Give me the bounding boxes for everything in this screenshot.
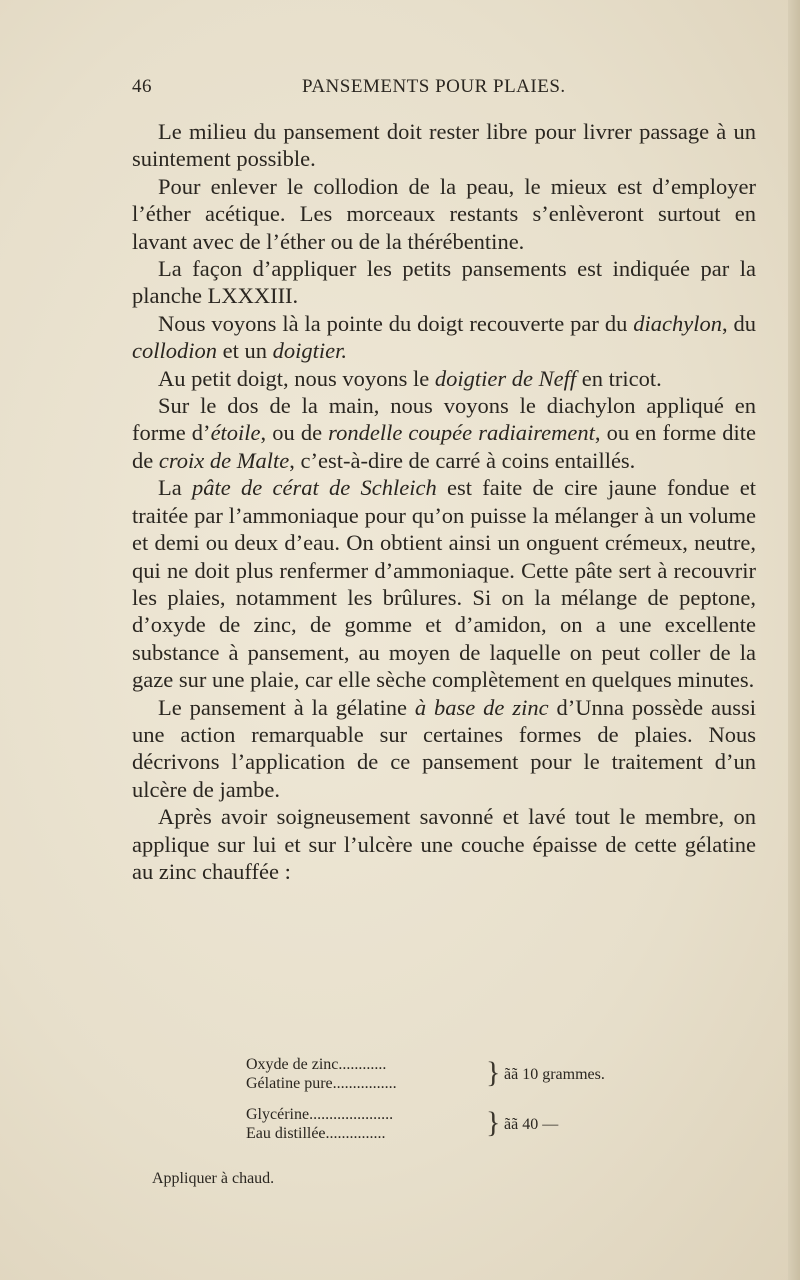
italic-run: doigtier de Neff xyxy=(434,365,577,391)
paragraph xyxy=(132,310,756,365)
formula-brace: } xyxy=(486,1056,501,1089)
italic-run: collodion xyxy=(132,338,217,364)
formula-quantity: ãã 10 grammes. xyxy=(504,1066,605,1083)
paragraph xyxy=(132,173,756,255)
text-run: Le pansement à la gélatine xyxy=(158,694,415,720)
text-run: , ou en forme dite de xyxy=(132,420,757,473)
page-edge xyxy=(788,0,800,1280)
text-run: et un xyxy=(217,338,273,364)
text-run: , c’est-à-dire de carré à coins entaillés. xyxy=(289,447,636,473)
text-run: d’Unna possède aussi une action remarquable sur certaines formes de plaies. Nous décrivons l’application de ce pansement pour le traitement d’un ulcère de jambe. xyxy=(132,694,756,802)
italic-run: étoile xyxy=(210,420,261,446)
text-run: Après avoir soigneusement savonné et lavé tout le membre, on applique sur lui et sur l’ulcère une couche épaisse de cette gélatine au zinc chauffée : xyxy=(132,804,756,884)
instruction-note: Appliquer à chaud. xyxy=(152,1170,275,1187)
formula-ingredient: Glycérine..................... xyxy=(246,1106,394,1123)
italic-run: doigtier. xyxy=(272,338,348,364)
text-run: La xyxy=(158,475,193,501)
paragraph xyxy=(132,255,756,310)
formula-ingredient: Gélatine pure................ xyxy=(246,1075,397,1092)
text-run: est faite de cire jaune fondue et traitée par l’ammoniaque pour qu’on puisse la mélanger à un volume et demi ou deux d’eau. On obtient ainsi un onguent crémeux, neutre, qui ne doit plus renfermer d’ammoniaque. Cette pâte sert à recouvrir les plaies, notamment les brûlures. Si on la mélange de peptone, d’oxyde de zinc, de gomme et d’amidon, on a une excellente substance à pansement, au moyen de laquelle on peut coller de la gaze sur une plaie, car elle sèche complètement en quelques minutes. xyxy=(132,475,757,693)
paragraph xyxy=(132,392,756,474)
text-run: en tricot. xyxy=(576,365,662,391)
formula-ingredient: Oxyde de zinc............ xyxy=(246,1056,387,1073)
italic-run: pâte de cérat de Schleich xyxy=(192,475,437,501)
formula-table xyxy=(246,1055,666,1155)
text-run: Au petit doigt, nous voyons le xyxy=(158,365,435,391)
text-run: Nous voyons là la pointe du doigt recouverte par du xyxy=(158,310,634,336)
paragraph xyxy=(132,365,756,392)
page-number: 46 xyxy=(132,76,152,97)
page-header xyxy=(132,76,752,102)
formula-ingredient: Eau distillée............... xyxy=(246,1125,386,1142)
paragraph xyxy=(132,474,756,693)
formula-group xyxy=(246,1055,666,1095)
italic-run: rondelle coupée radiairement xyxy=(328,420,595,446)
italic-run: diachylon xyxy=(633,310,722,336)
formula-quantity: ãã 40 — xyxy=(504,1116,559,1133)
formula-brace: } xyxy=(486,1106,501,1139)
text-run: Sur le dos de la main, nous voyons le diachylon appliqué en forme d’ xyxy=(132,393,756,446)
text-run: Pour enlever le collodion de la peau, le mieux est d’employer l’éther acétique. Les morceaux restants s’enlèveront surtout en lavant avec de l’éther ou de la thérébentine. xyxy=(132,173,756,254)
body-text xyxy=(132,118,756,885)
text-run: Le milieu du pansement doit rester libre pour livrer passage à un suintement possible. xyxy=(132,119,756,172)
paragraph xyxy=(132,118,756,173)
italic-run: croix de Malte xyxy=(158,447,290,473)
paragraph xyxy=(132,803,756,885)
running-title: PANSEMENTS POUR PLAIES. xyxy=(302,76,566,97)
text-run: , ou de xyxy=(260,420,329,446)
formula-group xyxy=(246,1105,666,1145)
paragraph xyxy=(132,694,756,804)
italic-run: à base de zinc xyxy=(414,694,549,720)
text-run: La façon d’appliquer les petits pansements est indiquée par la planche LXXXIII. xyxy=(132,256,756,309)
text-run: , du xyxy=(721,310,757,336)
